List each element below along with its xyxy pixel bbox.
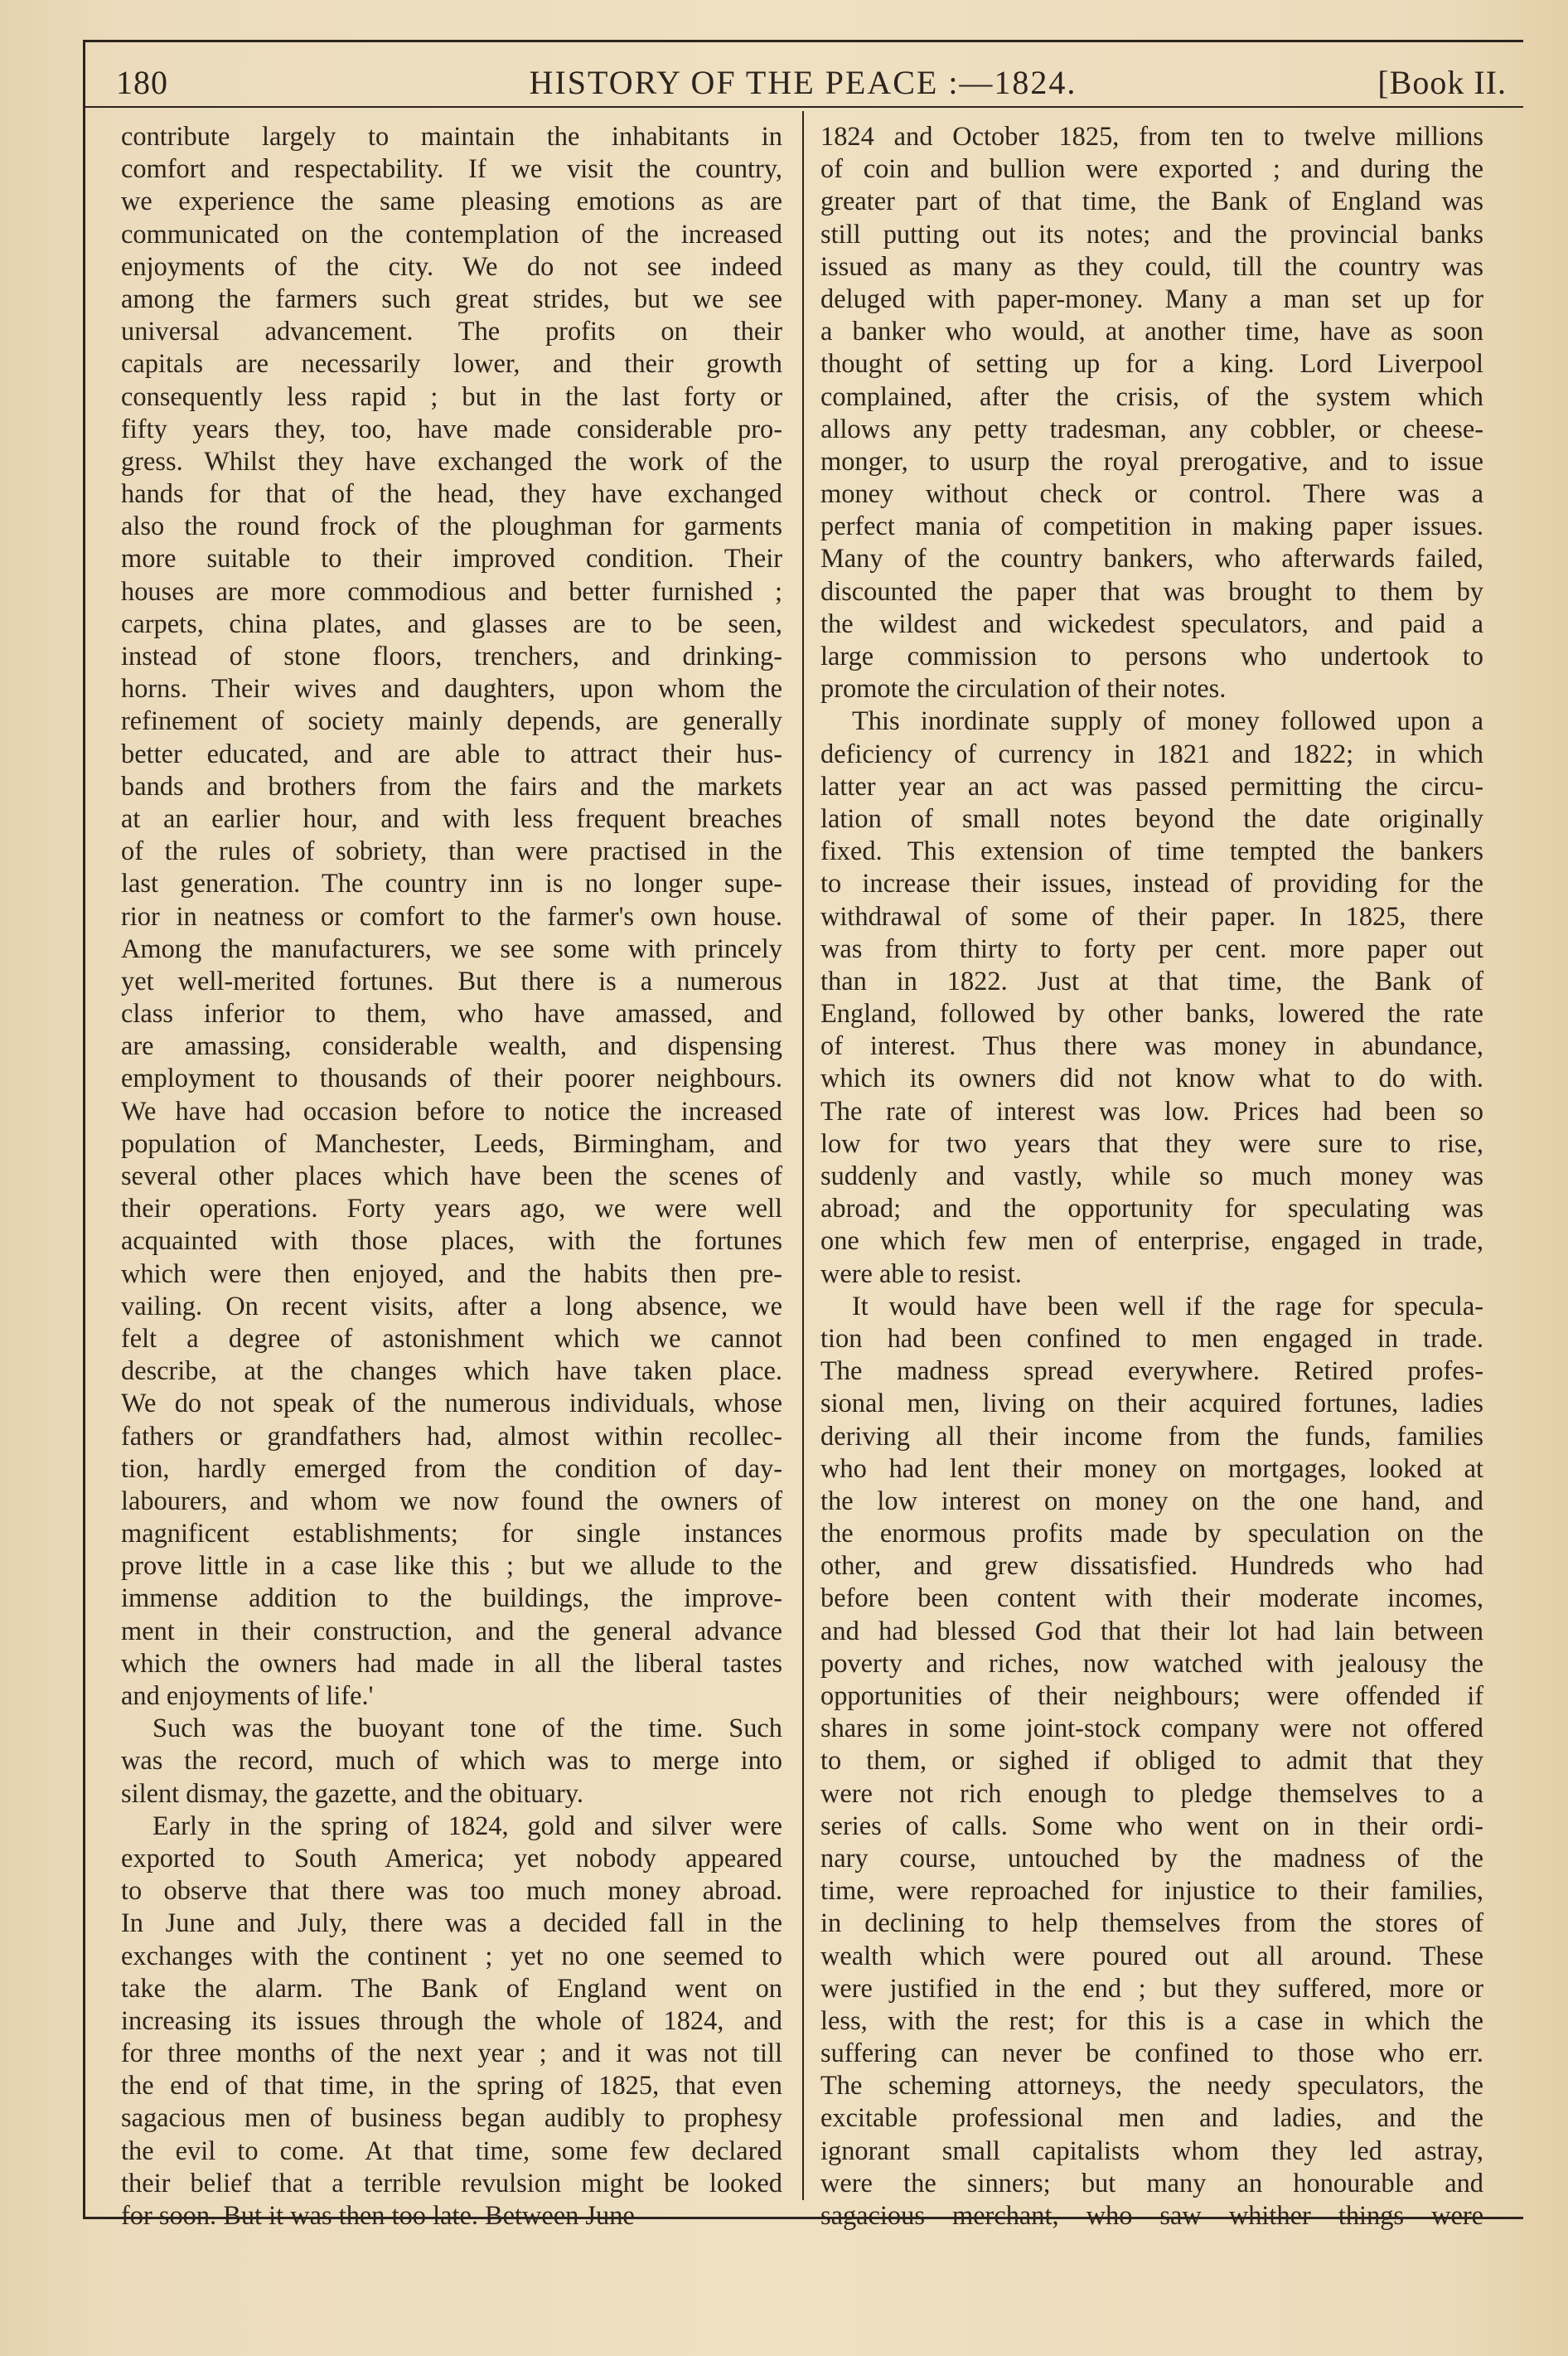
text-line: which the owners had made in all the liberal tastes xyxy=(121,1648,782,1679)
text-line: to them, or sighed if obliged to admit that they xyxy=(820,1746,1483,1777)
text-line: withdrawal of some of their paper. In 1825, there xyxy=(820,901,1483,932)
text-line: time, were reproached for injustice to their families, xyxy=(820,1876,1483,1907)
text-line: last generation. The country inn is no longer supe- xyxy=(121,869,782,899)
text-line: ignorant small capitalists whom they led astray, xyxy=(820,2135,1483,2166)
text-line: monger, to usurp the royal prerogative, and to issue xyxy=(820,446,1483,477)
running-header xyxy=(83,55,1523,104)
text-line: tion, hardly emerged from the condition of day- xyxy=(121,1453,782,1484)
text-line: promote the circulation of their notes. xyxy=(820,674,1227,705)
text-line: at an earlier hour, and with less frequent breaches xyxy=(121,803,782,834)
text-line: population of Manchester, Leeds, Birmingham, and xyxy=(121,1128,782,1159)
text-line: than in 1822. Just at that time, the Bank of xyxy=(820,966,1483,996)
page-number: 180 xyxy=(116,64,168,101)
text-line: sional men, living on their acquired fortunes, ladies xyxy=(820,1389,1483,1419)
text-line: for three months of the next year ; and it was not till xyxy=(121,2038,782,2069)
text-line: deriving all their income from the funds, families xyxy=(820,1421,1483,1452)
text-line: and had blessed God that their lot had lain between xyxy=(820,1616,1483,1646)
text-line: shares in some joint-stock company were not offered xyxy=(820,1714,1483,1744)
text-line: We have had occasion before to notice the increased xyxy=(121,1096,782,1127)
text-line: nary course, untouched by the madness of the xyxy=(820,1843,1483,1874)
text-line: suffering can never be confined to those who err. xyxy=(820,2038,1483,2069)
text-line: fathers or grandfathers had, almost within recollec- xyxy=(121,1421,782,1452)
text-line: opportunities of their neighbours; were offended if xyxy=(820,1681,1483,1711)
text-line: one which few men of enterprise, engaged in trade, xyxy=(820,1226,1483,1257)
text-line: rior in neatness or comfort to the farmer's own house. xyxy=(121,901,782,932)
text-line: still putting out its notes; and the provincial banks xyxy=(820,219,1483,250)
text-line: It would have been well if the rage for specula- xyxy=(852,1291,1483,1321)
text-line: large commission to persons who undertook to xyxy=(820,642,1483,671)
text-line: ment in their construction, and the general advance xyxy=(121,1616,782,1646)
text-line: employment to thousands of their poorer neighbours. xyxy=(121,1064,782,1094)
text-line: were able to resist. xyxy=(820,1258,1022,1289)
text-line: instead of stone floors, trenchers, and drinking- xyxy=(121,642,782,671)
text-line: increasing its issues through the whole of 1824, and xyxy=(121,2005,782,2036)
text-line: 1824 and October 1825, from ten to twelve millions xyxy=(820,122,1483,152)
text-line: Such was the buoyant tone of the time. Such xyxy=(152,1714,782,1744)
text-line: discounted the paper that was brought to them by xyxy=(820,576,1483,607)
text-line: the end of that time, in the spring of 1825, that even xyxy=(121,2071,782,2101)
text-line: comfort and respectability. If we visit the country, xyxy=(121,154,782,185)
text-line: England, followed by other banks, lowered the rate xyxy=(820,999,1483,1030)
text-line: to increase their issues, instead of providing for the xyxy=(820,869,1483,899)
text-line: This inordinate supply of money followed upon a xyxy=(852,706,1483,737)
text-line: better educated, and are able to attract their hus- xyxy=(121,739,782,769)
text-line: exported to South America; yet nobody appeared xyxy=(121,1843,782,1874)
text-line: among the farmers such great strides, but we see xyxy=(121,284,782,314)
text-line: who had lent their money on mortgages, looked at xyxy=(820,1453,1483,1484)
text-line: the enormous profits made by speculation on the xyxy=(820,1519,1483,1549)
left-border-rule xyxy=(83,40,85,2218)
text-line: Many of the country bankers, who afterwards failed, xyxy=(820,544,1483,574)
text-line: several other places which have been the scenes of xyxy=(121,1161,782,1191)
text-line: the evil to come. At that time, some few declared xyxy=(121,2135,782,2166)
text-line: low for two years that they were sure to rise, xyxy=(820,1128,1483,1159)
text-line: sagacious men of business began audibly to prophesy xyxy=(121,2103,782,2134)
running-title: HISTORY OF THE PEACE :—1824. xyxy=(529,64,1077,101)
text-line: less, with the rest; for this is a case in which the xyxy=(820,2005,1483,2036)
text-line: bands and brothers from the fairs and the markets xyxy=(121,771,782,802)
text-line: In June and July, there was a decided fall in the xyxy=(121,1908,782,1939)
text-line: for soon. But it was then too late. Between June xyxy=(121,2201,635,2231)
text-line: vailing. On recent visits, after a long absence, we xyxy=(121,1291,782,1321)
text-line: to observe that there was too much money abroad. xyxy=(121,1876,782,1907)
text-line: which were then enjoyed, and the habits then pre- xyxy=(121,1258,782,1289)
text-line: universal advancement. The profits on their xyxy=(121,317,782,347)
text-line: thought of setting up for a king. Lord Liverpool xyxy=(820,349,1483,380)
text-line: gress. Whilst they have exchanged the work of the xyxy=(121,446,782,477)
text-line: The scheming attorneys, the needy speculators, the xyxy=(820,2071,1483,2101)
text-line: communicated on the contemplation of the increased xyxy=(121,219,782,250)
text-line: Among the manufacturers, we see some with princely xyxy=(121,933,782,964)
text-line: fixed. This extension of time tempted the bankers xyxy=(820,836,1483,867)
text-line: of coin and bullion were exported ; and during the xyxy=(820,154,1483,185)
text-line: deficiency of currency in 1821 and 1822; in which xyxy=(820,739,1483,769)
text-line: The madness spread everywhere. Retired profes- xyxy=(820,1356,1483,1387)
book-label: [Book II. xyxy=(1377,64,1507,101)
text-line: excitable professional men and ladies, and the xyxy=(820,2103,1483,2134)
top-border-rule xyxy=(83,40,1523,42)
text-line: perfect mania of competition in making paper issues. xyxy=(820,511,1483,542)
text-line: class inferior to them, who have amassed, and xyxy=(121,999,782,1030)
text-line: labourers, and whom we now found the owners of xyxy=(121,1486,782,1516)
text-line: capitals are necessarily lower, and their growth xyxy=(121,349,782,380)
text-line: suddenly and vastly, while so much money was xyxy=(820,1161,1483,1191)
text-line: deluged with paper-money. Many a man set up for xyxy=(820,284,1483,314)
text-line: poverty and riches, now watched with jealousy the xyxy=(820,1648,1483,1679)
left-text-column xyxy=(121,121,782,2232)
text-line: take the alarm. The Bank of England went on xyxy=(121,1973,782,2004)
text-line: which its owners did not know what to do with. xyxy=(820,1064,1483,1094)
text-line: prove little in a case like this ; but we allude to the xyxy=(121,1551,782,1582)
text-line: of the rules of sobriety, than were practised in the xyxy=(121,836,782,867)
text-line: money without check or control. There was a xyxy=(820,479,1483,510)
text-line: carpets, china plates, and glasses are to be seen, xyxy=(121,608,782,639)
text-line: contribute largely to maintain the inhabitants in xyxy=(121,122,782,152)
text-line: felt a degree of astonishment which we cannot xyxy=(121,1323,782,1354)
text-line: we experience the same pleasing emotions as are xyxy=(121,187,782,217)
text-line: horns. Their wives and daughters, upon whom the xyxy=(121,674,782,705)
text-line: in declining to help themselves from the stores of xyxy=(820,1908,1483,1939)
text-line: their operations. Forty years ago, we were well xyxy=(121,1194,782,1224)
column-divider xyxy=(802,111,804,2200)
text-line: and enjoyments of life.' xyxy=(121,1681,374,1711)
text-line: were the sinners; but many an honourable and xyxy=(820,2168,1483,2198)
text-line: The rate of interest was low. Prices had been so xyxy=(820,1096,1483,1127)
text-line: fifty years they, too, have made considerable pro- xyxy=(121,414,782,444)
text-line: houses are more commodious and better furnished ; xyxy=(121,576,782,607)
text-line: greater part of that time, the Bank of England was xyxy=(820,187,1483,217)
text-line: more suitable to their improved condition. Their xyxy=(121,544,782,574)
text-line: series of calls. Some who went on in their ordi- xyxy=(820,1811,1483,1841)
text-line: were not rich enough to pledge themselves to a xyxy=(820,1778,1483,1809)
text-line: allows any petty tradesman, any cobbler, or cheese- xyxy=(820,414,1483,444)
text-line: was the record, much of which was to merge into xyxy=(121,1746,782,1777)
header-rule xyxy=(83,106,1523,108)
text-line: latter year an act was passed permitting the circu- xyxy=(820,771,1483,802)
text-line: the wildest and wickedest speculators, and paid a xyxy=(820,608,1483,639)
text-line: lation of small notes beyond the date originally xyxy=(820,803,1483,834)
text-line: a banker who would, at another time, have as soon xyxy=(820,317,1483,347)
text-line: refinement of society mainly depends, are generally xyxy=(121,706,782,737)
text-line: acquainted with those places, with the fortunes xyxy=(121,1226,782,1257)
text-line: are amassing, considerable wealth, and dispensing xyxy=(121,1031,782,1062)
text-line: their belief that a terrible revulsion might be looked xyxy=(121,2168,782,2198)
text-line: wealth which were poured out all around. These xyxy=(820,1941,1483,1971)
text-line: yet well-merited fortunes. But there is a numerous xyxy=(121,966,782,996)
text-line: tion had been confined to men engaged in trade. xyxy=(820,1323,1483,1354)
text-line: issued as many as they could, till the country was xyxy=(820,251,1483,282)
text-line: other, and grew dissatisfied. Hundreds who had xyxy=(820,1551,1483,1582)
text-line: describe, at the changes which have taken place. xyxy=(121,1356,782,1387)
text-line: complained, after the crisis, of the system which xyxy=(820,381,1483,412)
text-line: before been content with their moderate incomes, xyxy=(820,1583,1483,1614)
text-line: consequently less rapid ; but in the last forty or xyxy=(121,381,782,412)
text-line: immense addition to the buildings, the improve- xyxy=(121,1583,782,1614)
text-line: magnificent establishments; for single instances xyxy=(121,1519,782,1549)
text-line: enjoyments of the city. We do not see indeed xyxy=(121,251,782,282)
text-line: exchanges with the continent ; yet no one seemed to xyxy=(121,1941,782,1971)
right-text-column xyxy=(820,121,1483,2232)
text-line: silent dismay, the gazette, and the obituary. xyxy=(121,1778,583,1809)
text-line: the low interest on money on the one hand, and xyxy=(820,1486,1483,1516)
text-line: abroad; and the opportunity for speculating was xyxy=(820,1194,1483,1224)
text-line: was from thirty to forty per cent. more paper out xyxy=(820,933,1483,964)
text-line: also the round frock of the ploughman for garments xyxy=(121,511,782,542)
text-line: sagacious merchant, who saw whither things were xyxy=(820,2201,1483,2231)
text-line: We do not speak of the numerous individuals, whose xyxy=(121,1389,782,1419)
text-line: Early in the spring of 1824, gold and silver were xyxy=(152,1811,782,1841)
text-line: of interest. Thus there was money in abundance, xyxy=(820,1031,1483,1062)
text-line: hands for that of the head, they have exchanged xyxy=(121,479,782,510)
text-line: were justified in the end ; but they suffered, more or xyxy=(820,1973,1483,2004)
